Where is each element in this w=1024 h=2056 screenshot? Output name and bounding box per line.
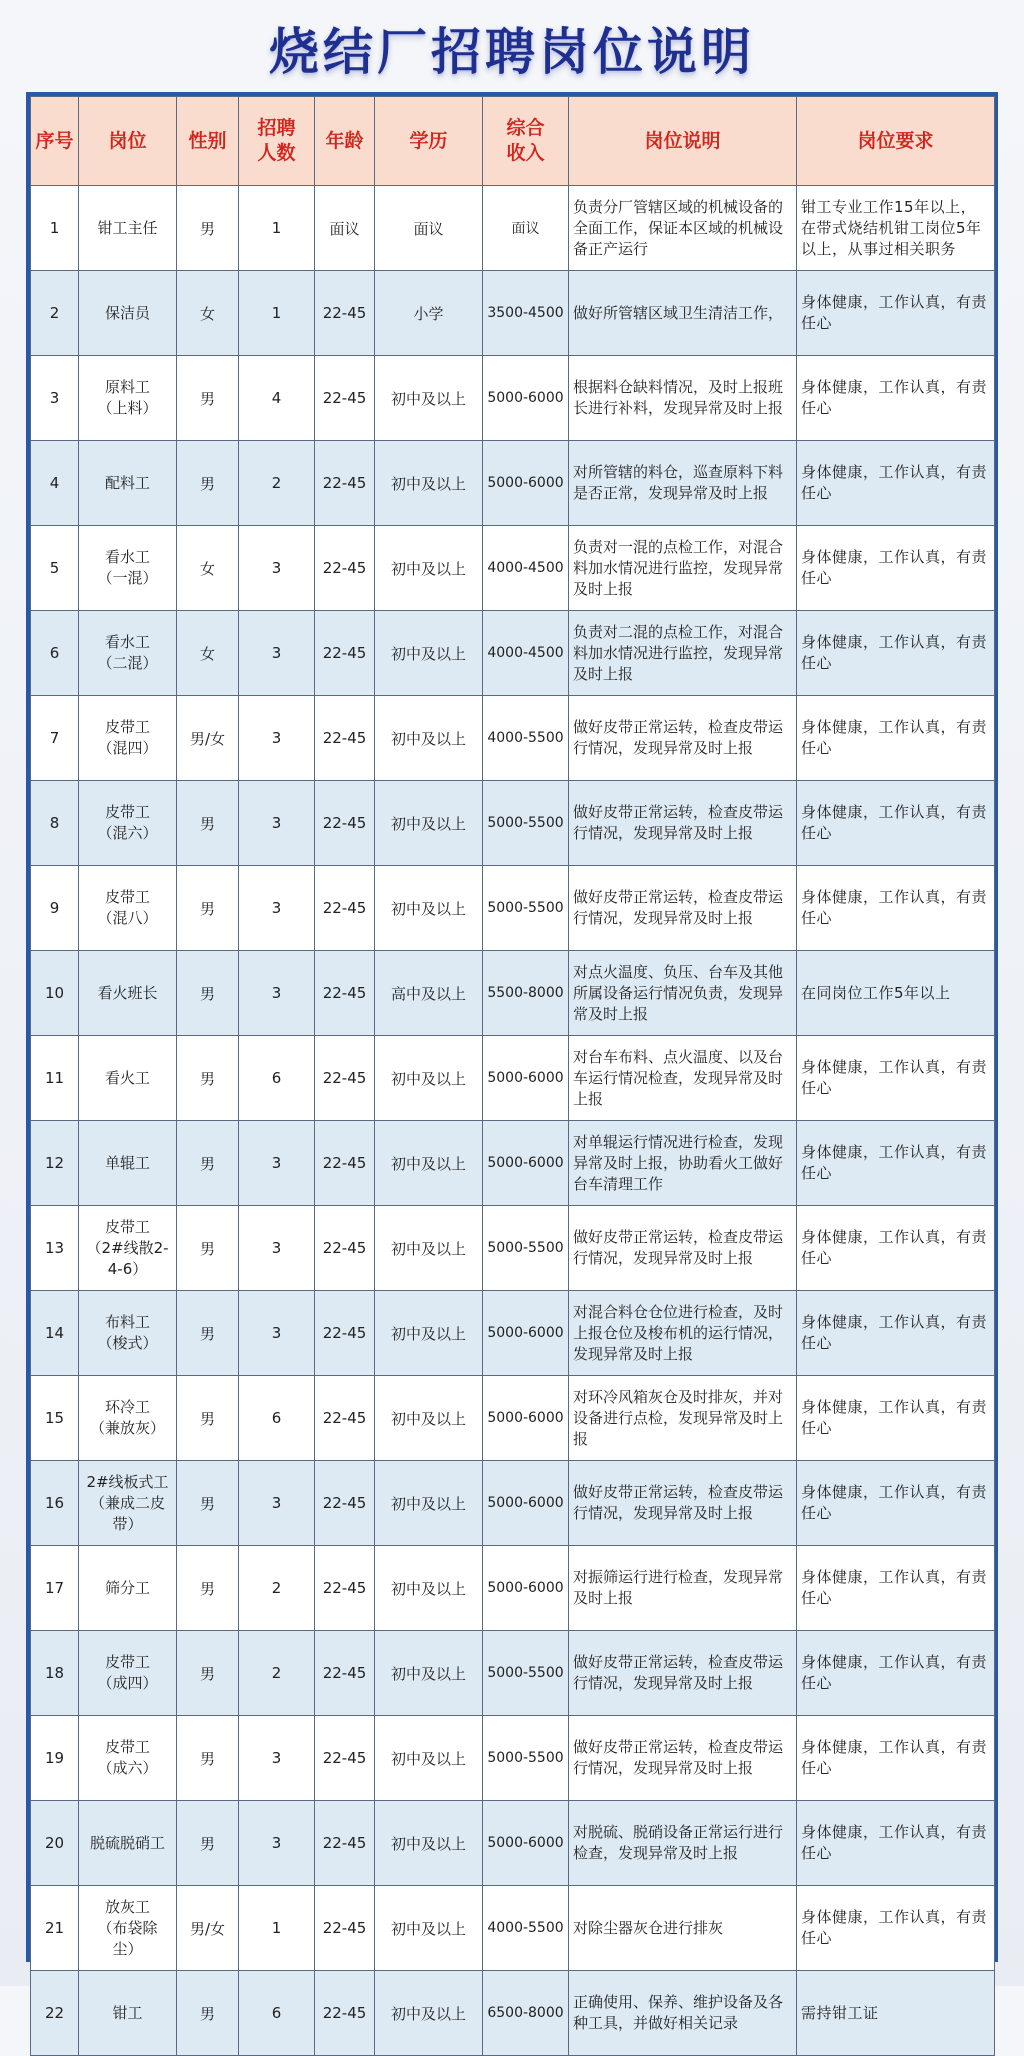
row-education: 初中及以上	[375, 1206, 483, 1291]
row-description: 对点火温度、负压、台车及其他所属设备运行情况负责，发现异常及时上报	[569, 951, 797, 1036]
row-no: 9	[31, 866, 79, 951]
row-gender: 女	[177, 611, 239, 696]
row-position: 皮带工 （成六）	[79, 1716, 177, 1801]
row-education: 初中及以上	[375, 1376, 483, 1461]
row-requirement: 身体健康，工作认真，有责任心	[797, 611, 995, 696]
row-count: 3	[239, 526, 315, 611]
row-no: 5	[31, 526, 79, 611]
row-requirement: 身体健康，工作认真，有责任心	[797, 1631, 995, 1716]
row-education: 初中及以上	[375, 526, 483, 611]
row-education: 初中及以上	[375, 1461, 483, 1546]
row-gender: 男	[177, 1376, 239, 1461]
table-row	[31, 1291, 995, 1376]
row-gender: 男	[177, 1206, 239, 1291]
row-income: 5000-5500	[483, 1716, 569, 1801]
row-count: 2	[239, 441, 315, 526]
row-count: 3	[239, 611, 315, 696]
row-count: 6	[239, 1971, 315, 2056]
row-count: 3	[239, 1291, 315, 1376]
row-position: 皮带工 （成四）	[79, 1631, 177, 1716]
row-requirement: 身体健康，工作认真，有责任心	[797, 1036, 995, 1121]
row-description: 对台车布料、点火温度、以及台车运行情况检查，发现异常及时上报	[569, 1036, 797, 1121]
row-no: 2	[31, 271, 79, 356]
row-no: 6	[31, 611, 79, 696]
row-position: 皮带工 （混四）	[79, 696, 177, 781]
table-row	[31, 696, 995, 781]
row-gender: 男	[177, 866, 239, 951]
row-no: 22	[31, 1971, 79, 2056]
row-income: 4000-4500	[483, 611, 569, 696]
row-age: 22-45	[315, 526, 375, 611]
row-gender: 男	[177, 1631, 239, 1716]
row-education: 初中及以上	[375, 1121, 483, 1206]
row-education: 初中及以上	[375, 1291, 483, 1376]
row-no: 18	[31, 1631, 79, 1716]
table-row	[31, 1716, 995, 1801]
row-no: 14	[31, 1291, 79, 1376]
table-header-row	[31, 97, 995, 186]
row-income: 面议	[483, 186, 569, 271]
row-position: 配料工	[79, 441, 177, 526]
page-title: 烧结厂招聘岗位说明	[269, 23, 755, 81]
row-description: 做好皮带正常运转，检查皮带运行情况，发现异常及时上报	[569, 866, 797, 951]
row-position: 放灰工 （布袋除 尘）	[79, 1886, 177, 1971]
row-income: 5000-6000	[483, 1291, 569, 1376]
row-education: 小学	[375, 271, 483, 356]
row-income: 5000-6000	[483, 1546, 569, 1631]
row-no: 12	[31, 1121, 79, 1206]
row-education: 初中及以上	[375, 696, 483, 781]
row-income: 5000-6000	[483, 441, 569, 526]
row-count: 3	[239, 1206, 315, 1291]
row-requirement: 身体健康，工作认真，有责任心	[797, 1801, 995, 1886]
row-education: 初中及以上	[375, 1971, 483, 2056]
row-position: 脱硫脱硝工	[79, 1801, 177, 1886]
row-count: 1	[239, 271, 315, 356]
row-description: 正确使用、保养、维护设备及各种工具，并做好相关记录	[569, 1971, 797, 2056]
row-age: 22-45	[315, 1376, 375, 1461]
row-description: 做好所管辖区域卫生清洁工作，	[569, 271, 797, 356]
row-description: 负责分厂管辖区域的机械设备的全面工作，保证本区域的机械设备正产运行	[569, 186, 797, 271]
row-gender: 男	[177, 1971, 239, 2056]
row-education: 高中及以上	[375, 951, 483, 1036]
row-education: 初中及以上	[375, 1036, 483, 1121]
row-gender: 女	[177, 526, 239, 611]
row-no: 16	[31, 1461, 79, 1546]
row-position: 皮带工 （混八）	[79, 866, 177, 951]
row-no: 1	[31, 186, 79, 271]
row-age: 22-45	[315, 1291, 375, 1376]
row-age: 22-45	[315, 951, 375, 1036]
row-description: 做好皮带正常运转，检查皮带运行情况，发现异常及时上报	[569, 696, 797, 781]
row-requirement: 身体健康，工作认真，有责任心	[797, 781, 995, 866]
header-no: 序号	[31, 97, 79, 186]
row-income: 5000-6000	[483, 1376, 569, 1461]
row-age: 22-45	[315, 866, 375, 951]
table-row	[31, 1121, 995, 1206]
row-requirement: 在同岗位工作5年以上	[797, 951, 995, 1036]
row-requirement: 需持钳工证	[797, 1971, 995, 2056]
job-table	[30, 96, 995, 2056]
row-description: 对所管辖的料仓，巡查原料下料是否正常，发现异常及时上报	[569, 441, 797, 526]
row-income: 4000-4500	[483, 526, 569, 611]
job-table-frame	[26, 92, 998, 2032]
row-education: 初中及以上	[375, 1546, 483, 1631]
row-requirement: 身体健康，工作认真，有责任心	[797, 1716, 995, 1801]
row-age: 22-45	[315, 1036, 375, 1121]
row-description: 做好皮带正常运转，检查皮带运行情况，发现异常及时上报	[569, 1461, 797, 1546]
row-description: 对单辊运行情况进行检查，发现异常及时上报，协助看火工做好台车清理工作	[569, 1121, 797, 1206]
row-gender: 男	[177, 1291, 239, 1376]
row-requirement: 钳工专业工作15年以上，在带式烧结机钳工岗位5年以上，从事过相关职务	[797, 186, 995, 271]
row-no: 15	[31, 1376, 79, 1461]
row-requirement: 身体健康，工作认真，有责任心	[797, 1886, 995, 1971]
header-age: 年龄	[315, 97, 375, 186]
table-row	[31, 526, 995, 611]
row-gender: 男	[177, 1546, 239, 1631]
row-count: 3	[239, 866, 315, 951]
row-description: 做好皮带正常运转，检查皮带运行情况，发现异常及时上报	[569, 1631, 797, 1716]
row-gender: 男	[177, 1801, 239, 1886]
row-no: 7	[31, 696, 79, 781]
table-row	[31, 611, 995, 696]
row-position: 布料工 （梭式）	[79, 1291, 177, 1376]
row-education: 初中及以上	[375, 1801, 483, 1886]
table-row	[31, 866, 995, 951]
row-income: 5000-5500	[483, 781, 569, 866]
row-income: 5000-6000	[483, 1121, 569, 1206]
header-income: 综合 收入	[483, 97, 569, 186]
row-education: 初中及以上	[375, 1886, 483, 1971]
row-age: 22-45	[315, 696, 375, 781]
row-requirement: 身体健康，工作认真，有责任心	[797, 1546, 995, 1631]
row-description: 负责对二混的点检工作，对混合料加水情况进行监控，发现异常及时上报	[569, 611, 797, 696]
row-requirement: 身体健康，工作认真，有责任心	[797, 1291, 995, 1376]
row-no: 21	[31, 1886, 79, 1971]
row-position: 环冷工 （兼放灰）	[79, 1376, 177, 1461]
table-row	[31, 1206, 995, 1291]
header-education: 学历	[375, 97, 483, 186]
row-no: 13	[31, 1206, 79, 1291]
row-education: 初中及以上	[375, 611, 483, 696]
row-income: 5000-6000	[483, 1801, 569, 1886]
table-row	[31, 1546, 995, 1631]
header-gender: 性别	[177, 97, 239, 186]
row-count: 3	[239, 1121, 315, 1206]
table-row	[31, 1631, 995, 1716]
row-position: 原料工 （上料）	[79, 356, 177, 441]
row-no: 4	[31, 441, 79, 526]
table-row	[31, 441, 995, 526]
row-income: 5500-8000	[483, 951, 569, 1036]
table-row	[31, 186, 995, 271]
row-age: 22-45	[315, 1886, 375, 1971]
row-education: 初中及以上	[375, 356, 483, 441]
row-income: 5000-5500	[483, 866, 569, 951]
row-description: 对振筛运行进行检查，发现异常及时上报	[569, 1546, 797, 1631]
row-no: 17	[31, 1546, 79, 1631]
table-row	[31, 1461, 995, 1546]
row-gender: 男/女	[177, 696, 239, 781]
row-requirement: 身体健康，工作认真，有责任心	[797, 866, 995, 951]
row-count: 2	[239, 1546, 315, 1631]
row-education: 初中及以上	[375, 1716, 483, 1801]
row-gender: 女	[177, 271, 239, 356]
row-income: 5000-5500	[483, 1206, 569, 1291]
header-description: 岗位说明	[569, 97, 797, 186]
row-count: 6	[239, 1376, 315, 1461]
row-age: 22-45	[315, 1461, 375, 1546]
row-count: 3	[239, 1716, 315, 1801]
table-row	[31, 1036, 995, 1121]
row-no: 11	[31, 1036, 79, 1121]
row-age: 22-45	[315, 781, 375, 866]
row-count: 3	[239, 696, 315, 781]
row-age: 22-45	[315, 356, 375, 441]
row-position: 钳工	[79, 1971, 177, 2056]
row-income: 4000-5500	[483, 696, 569, 781]
row-income: 5000-5500	[483, 1631, 569, 1716]
row-description: 对混合料仓仓位进行检查，及时上报仓位及梭布机的运行情况，发现异常及时上报	[569, 1291, 797, 1376]
row-position: 皮带工 （混六）	[79, 781, 177, 866]
row-gender: 男	[177, 1121, 239, 1206]
row-requirement: 身体健康，工作认真，有责任心	[797, 356, 995, 441]
row-description: 根据料仓缺料情况，及时上报班长进行补料，发现异常及时上报	[569, 356, 797, 441]
header-requirement: 岗位要求	[797, 97, 995, 186]
row-no: 19	[31, 1716, 79, 1801]
row-requirement: 身体健康，工作认真，有责任心	[797, 1376, 995, 1461]
row-income: 5000-6000	[483, 1036, 569, 1121]
row-position: 筛分工	[79, 1546, 177, 1631]
row-position: 皮带工 （2#线散2- 4-6）	[79, 1206, 177, 1291]
row-requirement: 身体健康，工作认真，有责任心	[797, 271, 995, 356]
row-age: 22-45	[315, 1631, 375, 1716]
row-no: 10	[31, 951, 79, 1036]
row-requirement: 身体健康，工作认真，有责任心	[797, 526, 995, 611]
table-row	[31, 271, 995, 356]
row-count: 3	[239, 781, 315, 866]
table-row	[31, 356, 995, 441]
row-position: 保洁员	[79, 271, 177, 356]
header-count: 招聘 人数	[239, 97, 315, 186]
table-row	[31, 1971, 995, 2056]
row-age: 22-45	[315, 1801, 375, 1886]
row-age: 22-45	[315, 1206, 375, 1291]
table-row	[31, 781, 995, 866]
row-count: 4	[239, 356, 315, 441]
row-education: 面议	[375, 186, 483, 271]
row-age: 22-45	[315, 1121, 375, 1206]
row-gender: 男	[177, 781, 239, 866]
row-count: 2	[239, 1631, 315, 1716]
row-position: 看水工 （一混）	[79, 526, 177, 611]
row-gender: 男	[177, 356, 239, 441]
row-age: 22-45	[315, 441, 375, 526]
row-count: 3	[239, 1461, 315, 1546]
row-education: 初中及以上	[375, 1631, 483, 1716]
row-age: 22-45	[315, 1716, 375, 1801]
row-income: 5000-6000	[483, 356, 569, 441]
row-gender: 男/女	[177, 1886, 239, 1971]
row-age: 22-45	[315, 611, 375, 696]
row-education: 初中及以上	[375, 781, 483, 866]
row-count: 3	[239, 951, 315, 1036]
row-gender: 男	[177, 1036, 239, 1121]
row-no: 8	[31, 781, 79, 866]
row-description: 对除尘器灰仓进行排灰	[569, 1886, 797, 1971]
row-income: 3500-4500	[483, 271, 569, 356]
row-gender: 男	[177, 186, 239, 271]
row-income: 6500-8000	[483, 1971, 569, 2056]
row-description: 做好皮带正常运转，检查皮带运行情况，发现异常及时上报	[569, 1206, 797, 1291]
row-age: 22-45	[315, 271, 375, 356]
table-row	[31, 1376, 995, 1461]
table-row	[31, 951, 995, 1036]
row-description: 负责对一混的点检工作，对混合料加水情况进行监控，发现异常及时上报	[569, 526, 797, 611]
row-age: 22-45	[315, 1546, 375, 1631]
row-requirement: 身体健康，工作认真，有责任心	[797, 1206, 995, 1291]
row-count: 1	[239, 1886, 315, 1971]
row-position: 看水工 （二混）	[79, 611, 177, 696]
row-age: 面议	[315, 186, 375, 271]
row-income: 5000-6000	[483, 1461, 569, 1546]
row-education: 初中及以上	[375, 866, 483, 951]
row-requirement: 身体健康，工作认真，有责任心	[797, 441, 995, 526]
row-age: 22-45	[315, 1971, 375, 2056]
row-gender: 男	[177, 1716, 239, 1801]
header-position: 岗位	[79, 97, 177, 186]
row-requirement: 身体健康，工作认真，有责任心	[797, 1121, 995, 1206]
row-description: 对环冷风箱灰仓及时排灰，并对设备进行点检，发现异常及时上报	[569, 1376, 797, 1461]
table-row	[31, 1801, 995, 1886]
row-description: 对脱硫、脱硝设备正常运行进行检查，发现异常及时上报	[569, 1801, 797, 1886]
row-position: 钳工主任	[79, 186, 177, 271]
row-position: 2#线板式工 （兼成二皮 带）	[79, 1461, 177, 1546]
row-requirement: 身体健康，工作认真，有责任心	[797, 1461, 995, 1546]
row-gender: 男	[177, 1461, 239, 1546]
row-count: 3	[239, 1801, 315, 1886]
row-count: 1	[239, 186, 315, 271]
row-description: 做好皮带正常运转，检查皮带运行情况，发现异常及时上报	[569, 781, 797, 866]
row-gender: 男	[177, 441, 239, 526]
row-no: 3	[31, 356, 79, 441]
row-gender: 男	[177, 951, 239, 1036]
row-education: 初中及以上	[375, 441, 483, 526]
row-requirement: 身体健康，工作认真，有责任心	[797, 696, 995, 781]
row-description: 做好皮带正常运转，检查皮带运行情况，发现异常及时上报	[569, 1716, 797, 1801]
row-position: 看火班长	[79, 951, 177, 1036]
row-no: 20	[31, 1801, 79, 1886]
row-position: 单辊工	[79, 1121, 177, 1206]
row-count: 6	[239, 1036, 315, 1121]
table-row	[31, 1886, 995, 1971]
row-income: 4000-5500	[483, 1886, 569, 1971]
row-position: 看火工	[79, 1036, 177, 1121]
